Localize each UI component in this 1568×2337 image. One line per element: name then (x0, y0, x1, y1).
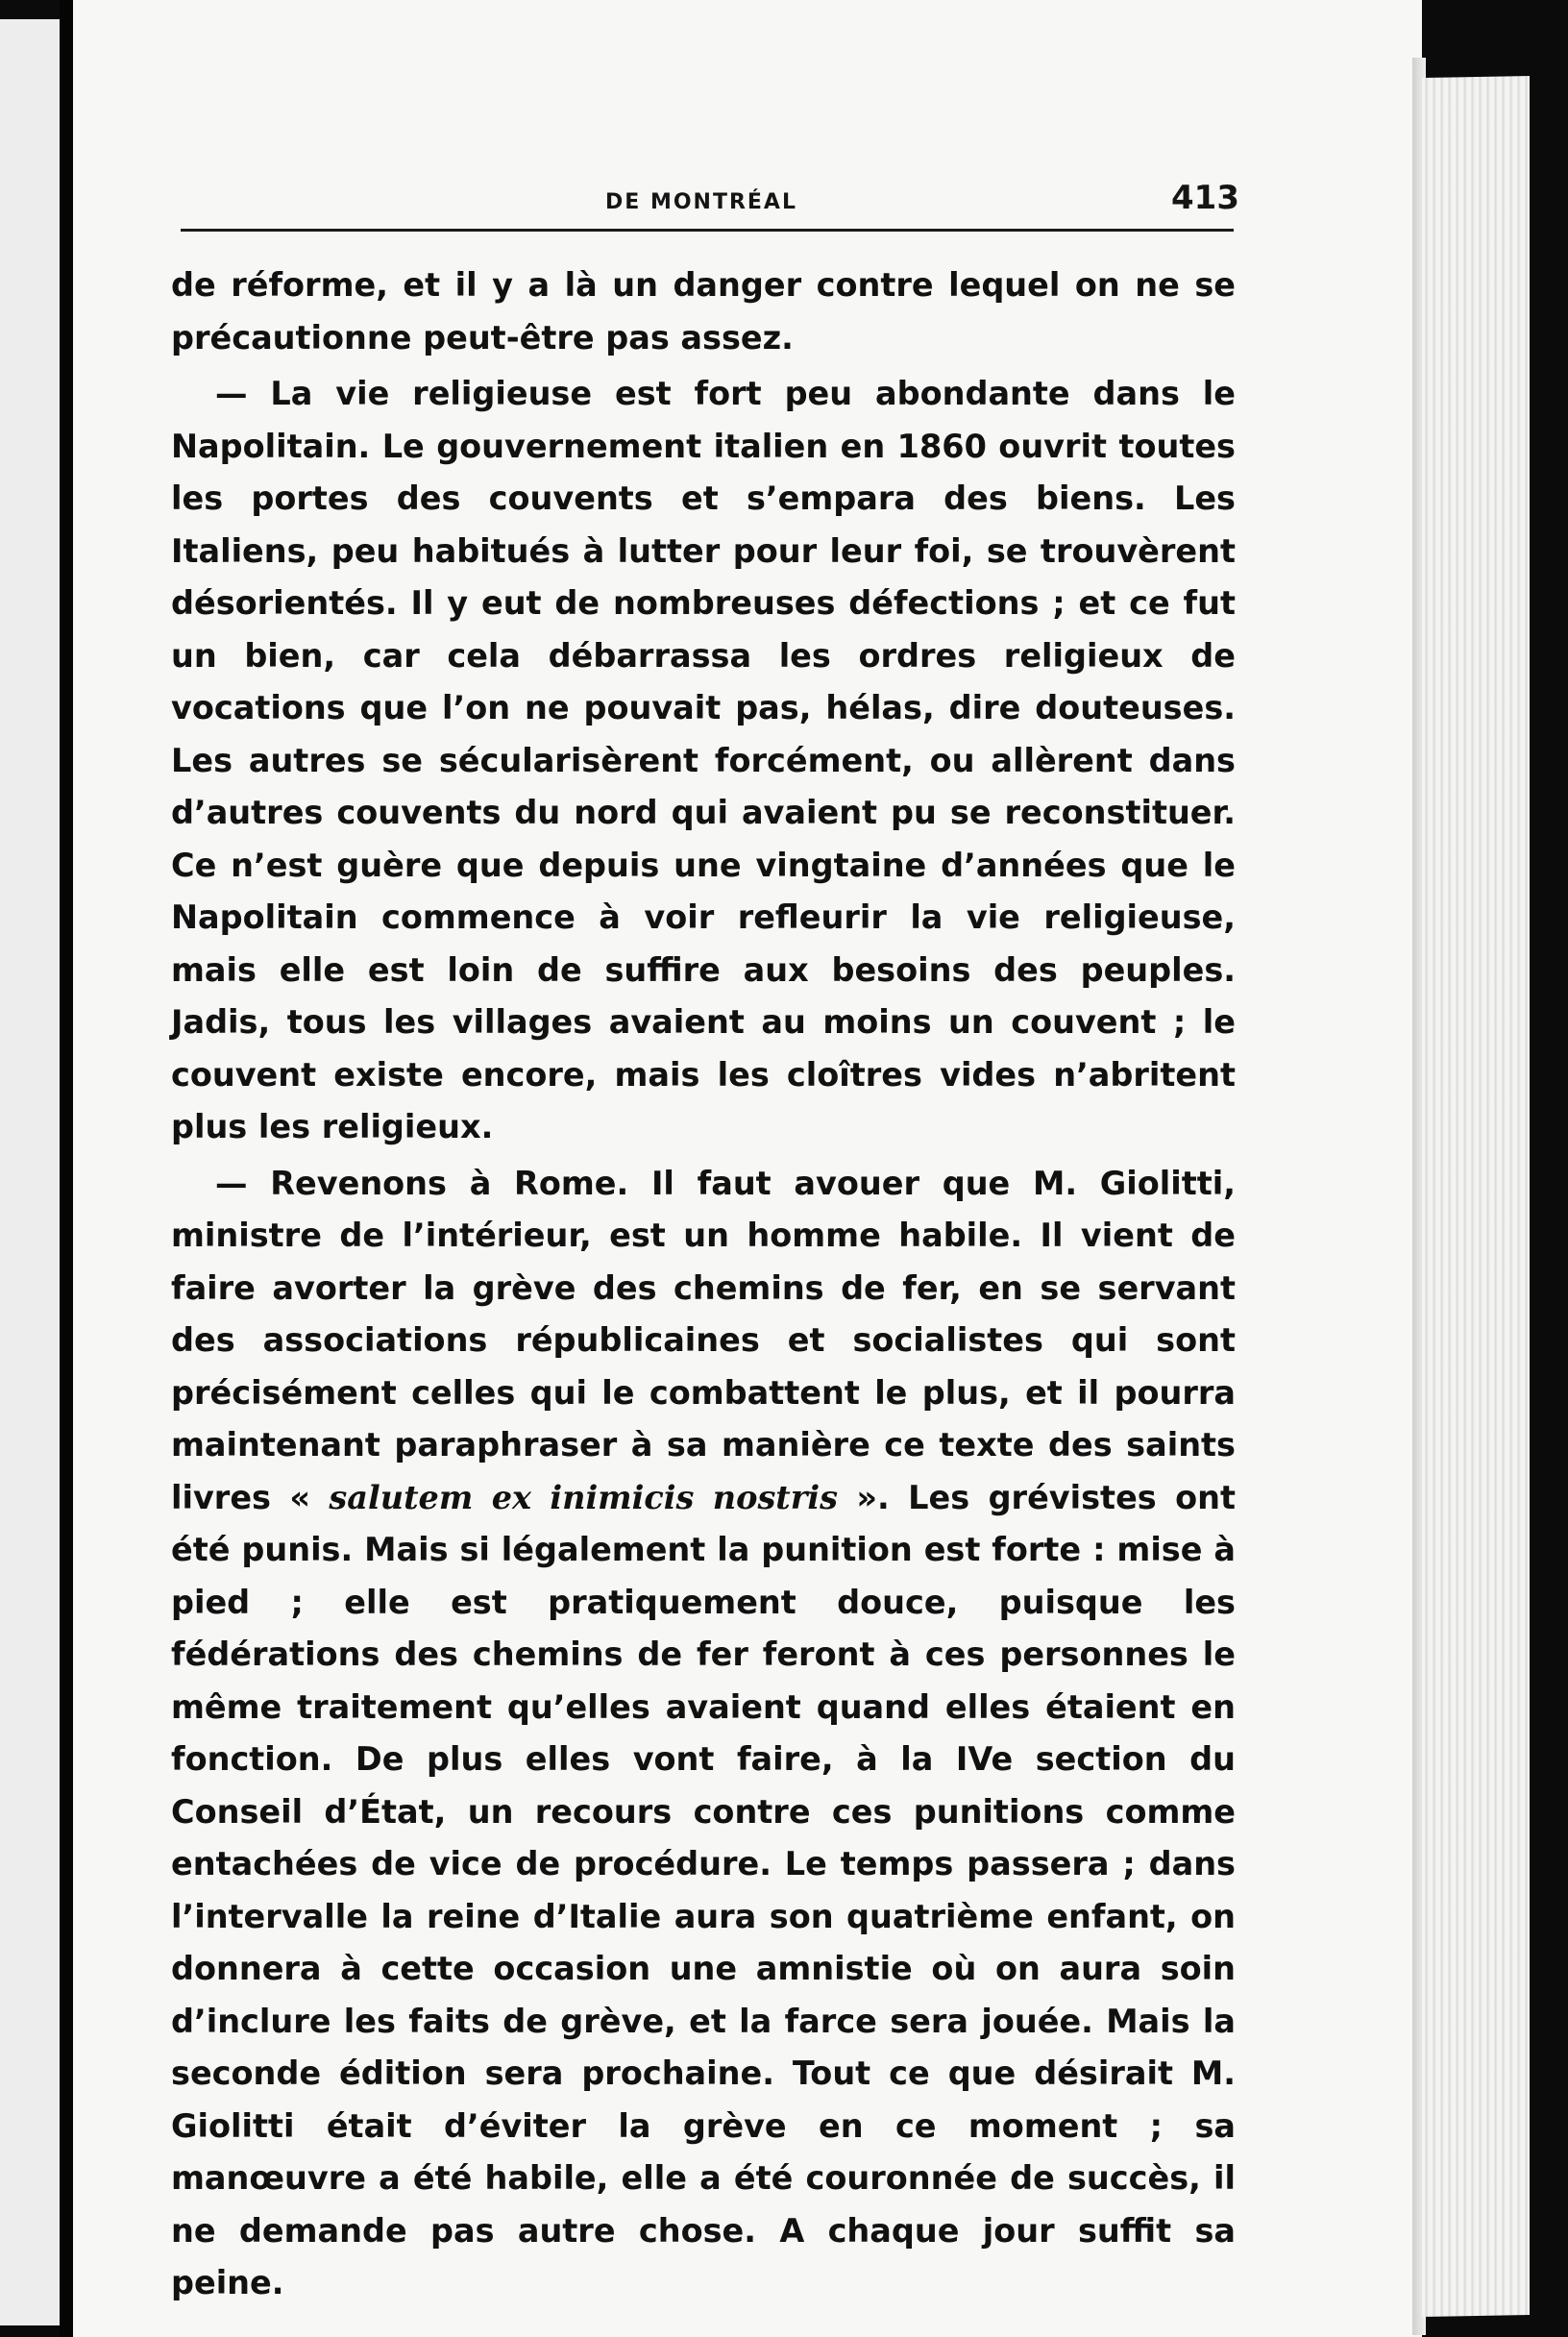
latin-quote: salutem ex inimicis nostris (329, 1478, 839, 1516)
paragraph-rome-text-1: — Revenons à Rome. Il faut avouer que M. Giolitti, ministre de l’intérieur, est un homme habile. Il vient de faire avorter la grève des chemins de fer, en se servant des associations républicaines et socialistes qui sont précisément celles qui le combattent le plus, et il pourra maintenant paraphraser à sa manière ce texte des saints livres « (171, 1164, 1236, 1516)
book-gutter (60, 0, 73, 2337)
paragraph-rome (171, 1158, 1236, 2310)
facing-page-edge (0, 19, 60, 2325)
paragraph-religious-life: — La vie religieuse est fort peu abondante dans le Napolitain. Le gouvernement italien en 1860 ouvrit toutes les portes des couvents et s’empara des biens. Les Italiens, peu habitués à lutter pour leur foi, se trouvèrent désorientés. Il y eut de nombreuses défections ; et ce fut un bien, car cela débarrassa les ordres religieux de vocations que l’on ne pouvait pas, hélas, dire douteuses. Les autres se sécularisèrent forcément, ou allèrent dans d’autres couvents du nord qui avaient pu se reconstituer. Ce n’est guère que depuis une vingtaine d’années que le Napolitain commence à voir refleurir la vie religieuse, mais elle est loin de suffire aux besoins des peuples. Jadis, tous les villages avaient au moins un couvent ; le couvent existe encore, mais les cloîtres vides n’abritent plus les religieux. (171, 375, 1236, 1145)
page-stack-edge (1422, 76, 1530, 2317)
page-number: 413 (1171, 179, 1239, 217)
paragraph-rome-text-2: ». Les grévistes ont été punis. Mais si légalement la punition est forte : mise à pied ; elle est pratiquement douce, puisque les fédérations des chemins de fer feront à ces personnes le même traitement qu’elles avaient quand elles étaient en fonction. De plus elles vont faire, à la IVe section du Conseil d’État, un recours contre ces punitions comme entachées de vice de procédure. Le temps passera ; dans l’intervalle la reine d’Italie aura son quatrième enfant, on donnera à cette occasion une amnistie où on aura soin d’inclure les faits de grève, et la farce sera jouée. Mais la seconde édition sera prochaine. Tout ce que désirait M. Giolitti était d’éviter la grève en ce moment ; sa manœuvre a été habile, elle a été couronnée de succès, il ne demande pas autre chose. A chaque jour suffit sa peine. (171, 1478, 1236, 2301)
body-text (171, 259, 1236, 2314)
paragraph-continuation: de réforme, et il y a là un danger contre lequel on ne se précautionne peut-être pas assez. (171, 266, 1236, 357)
header-rule (181, 229, 1234, 232)
running-head-title: DE MONTRÉAL (605, 190, 797, 214)
running-head (183, 179, 1239, 236)
